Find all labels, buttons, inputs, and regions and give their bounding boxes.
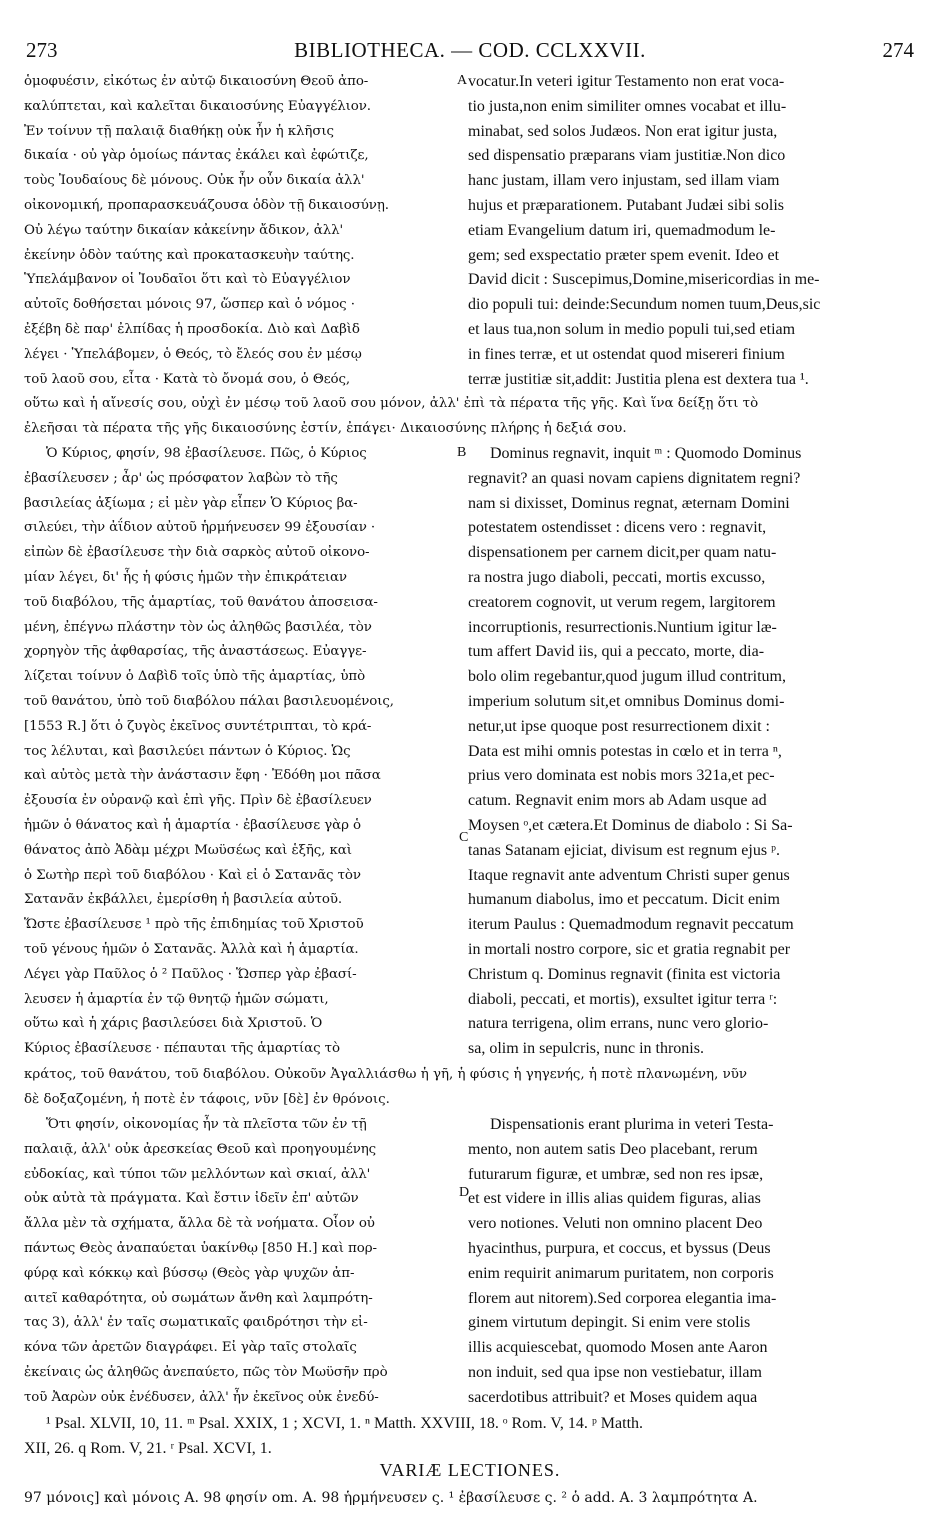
text-line: sed dispensatio præparans viam justitiæ.Non dico <box>468 147 786 165</box>
text-line: gem; sed exspectatio præter spem evenit. Ideo et <box>468 246 780 264</box>
latin-column-bottom <box>468 1113 920 1411</box>
text-line: vocatur.In veteri igitur Testamento non erat voca- <box>468 73 785 90</box>
text-line: ἐκείνην ὁδὸν ταύτης καὶ προκατασκευὴν ταύτης. <box>24 247 355 263</box>
text-line: diaboli, peccati, et mortis), exsultet igitur terra ʳ: <box>468 990 778 1008</box>
text-line: tum affert David iis, qui a peccato, morte, dia- <box>468 643 765 661</box>
page-header <box>26 38 914 66</box>
text-line: τοῦ λαοῦ σου, εἶτα · Κατὰ τὸ ὄνομά σου, ὁ Θεός, <box>24 371 351 387</box>
text-line: λίζεται τοίνυν ὁ Δαβὶδ τοῖς ὑπὸ τῆς ἁμαρτίας, ὑπὸ <box>24 669 366 685</box>
text-line: Σατανᾶν ἐκβάλλει, ἐμερίσθη ἡ βασιλεία αὐτοῦ. <box>24 892 343 908</box>
text-line: tanas Satanam ejiciat, divisum est regnum ejus ᵖ. <box>468 841 781 859</box>
text-line: hyacinthus, purpura, et coccus, et byssus (Deus <box>468 1239 771 1257</box>
text-line: δὲ δοξαζομένη, ἡ ποτὲ ἐν τάφοις, νῦν [δὲ] ἐν θρόνοις. <box>24 1091 390 1107</box>
text-line: futurarum figuræ, et umbræ, sed non res ipsæ, <box>468 1165 764 1183</box>
text-line: minabat, sed solos Judæos. Non erat igitur justa, <box>468 122 778 140</box>
greek-full-width-block-1 <box>24 392 920 442</box>
text-line: dio populi tui: deinde:Secundum nomen tuum,Deus,sic <box>468 296 821 314</box>
text-line: οὕτω καὶ ἡ αἴνεσίς σου, οὐχὶ ἐν μέσῳ τοῦ λαοῦ σου μόνον, ἀλλ' ἐπὶ τὰ πέρατα τῆς γῆς. Καὶ ἵνα δείξῃ ὅτι τὸ <box>24 396 759 411</box>
text-line: iterum Paulus : Quemadmodum regnavit peccatum <box>468 916 794 934</box>
text-line: hanc justam, illam vero injustam, sed illam viam <box>468 172 780 190</box>
text-line: enim requirit animarum puritatem, non corporis <box>468 1264 774 1282</box>
text-line: florem aut nitorem).Sed corporea elegantia ima- <box>468 1289 777 1307</box>
margin-marker-c: C <box>459 830 469 845</box>
text-line: et est videre in illis alias quidem figuras, alias <box>468 1190 761 1208</box>
text-line: incorruptionis, resurrectionis.Nuntium igitur læ- <box>468 618 777 636</box>
text-line: λέγει · Ὑπελάβομεν, ὁ Θεός, τὸ ἔλεός σου ἐν μέσῳ <box>24 346 362 362</box>
text-line: τοὺς Ἰουδαίους δὲ μόνους. Οὐκ ἦν οὖν δικαία ἀλλ' <box>24 173 365 189</box>
text-line: οὐκ αὐτὰ τὰ πράγματα. Καὶ ἔστιν ἰδεῖν ἐπ' αὐτῶν <box>24 1191 359 1207</box>
text-line: τος λέλυται, καὶ βασιλεύει πάντων ὁ Κύριος. Ὡς <box>24 743 351 759</box>
margin-marker-d: D <box>459 1185 470 1200</box>
text-line: tio justa,non enim similiter omnes vocabat et illu- <box>468 97 787 115</box>
text-line: αὐτοῖς δοθήσεται μόνοις 97, ὥσπερ καὶ ὁ νόμος · <box>24 297 355 313</box>
text-line: σιλεύει, τὴν ἀΐδιον αὐτοῦ ἡρμήνευσεν 99 ἐξουσίαν · <box>24 520 376 536</box>
text-line: χορηγὸν τῆς ἀφθαρσίας, τῆς ἀναστάσεως. Εὐαγγε- <box>24 644 367 660</box>
text-line: τοῦ γένους ἡμῶν ὁ Σατανᾶς. Ἀλλὰ καὶ ἡ ἁμαρτία. <box>24 941 359 957</box>
text-line: οἰκονομική, προπαρασκευάζουσα ὁδὸν τῇ δικαιοσύνῃ. <box>24 197 389 213</box>
text-line: Dispensationis erant plurima in veteri Testa- <box>490 1116 774 1133</box>
text-line: ἡμῶν ὁ θάνατος καὶ ἡ ἁμαρτία · ἐβασίλευσε γὰρ ὁ <box>24 817 361 833</box>
latin-column-middle <box>468 442 920 1062</box>
text-line: creatorem cognovit, ut verum regem, largitorem <box>468 593 776 611</box>
page-number-right: 274 <box>882 38 914 62</box>
text-line: παλαιᾷ, ἀλλ' οὐκ ἀρεσκείας Θεοῦ καὶ προηγουμένης <box>24 1141 377 1157</box>
text-line: nam si dixisset, Dominus regnat, æternam Domini <box>468 494 790 512</box>
text-line: Itaque regnavit ante adventum Christi super genus <box>468 866 790 884</box>
text-line: Ὑπελάμβανον οἱ Ἰουδαῖοι ὅτι καὶ τὸ Εὐαγγέλιον <box>24 272 351 288</box>
text-line: φύρᾳ καὶ κόκκῳ καὶ βύσσῳ (Θεὸς γὰρ ψυχῶν ἀπ- <box>24 1265 355 1281</box>
text-line: ἐξέβη δὲ παρ' ἐλπίδας ἡ προσδοκία. Διὸ καὶ Δαβὶδ <box>24 321 360 337</box>
text-line: vero notiones. Veluti non omnino placent Deo <box>468 1215 763 1233</box>
text-line: Κύριος ἐβασίλευσε · πέπαυται τῆς ἁμαρτίας τὸ <box>24 1041 340 1057</box>
variae-lectiones-title: VARIÆ LECTIONES. <box>379 1460 561 1480</box>
text-line: natura terrigena, olim errans, nunc vero glorio- <box>468 1015 769 1033</box>
text-line: potestatem ostendisset : dicens vero : regnavit, <box>468 519 767 537</box>
margin-marker-a: A <box>457 73 468 88</box>
text-line: terræ justitiæ sit,addit: Justitia plena est dextera tua ¹. <box>468 370 809 388</box>
text-line: ἐβασίλευσεν ; ἆρ' ὡς πρόσφατον λαβὼν τὸ τῆς <box>24 470 338 486</box>
text-line: bolo olim regebantur,quod jugum illud contritum, <box>468 668 786 686</box>
greek-full-width-block-2 <box>24 1063 920 1113</box>
text-line: Ὥστε ἐβασίλευσε ¹ πρὸ τῆς ἐπιδημίας τοῦ Χριστοῦ <box>24 917 364 933</box>
text-line: Dominus regnavit, inquit ᵐ : Quomodo Dominus <box>490 445 802 462</box>
text-line: etiam Evangelium datum iri, quemadmodum le- <box>468 221 776 239</box>
text-line: θάνατος ἀπὸ Ἀδὰμ μέχρι Μωϋσέως καὶ ἑξῆς, καὶ <box>24 842 352 858</box>
text-line: imperium solutum sit,et omnibus Dominus domi- <box>468 692 785 710</box>
text-line: hujus et præparationem. Putabant Judæi sibi solis <box>468 196 784 214</box>
text-line: netur,ut ipse quoque post resurrectionem dixit : <box>468 717 770 735</box>
text-line: prius vero dominata est nobis mors 321a,et pec- <box>468 767 775 785</box>
text-line: ἐξουσία ἐν οὐρανῷ καὶ ἐπὶ γῆς. Πρὶν δὲ ἐβασίλευεν <box>24 793 372 809</box>
text-line: mento, non autem satis Deo placebant, rerum <box>468 1140 758 1158</box>
text-line: Ὅτι φησίν, οἰκονομίας ἦν τὰ πλεῖστα τῶν ἐν τῇ <box>46 1117 367 1132</box>
text-line: βασιλείας ἀξίωμα ; εἰ μὲν γὰρ εἶπεν Ὁ Κύριος βα- <box>24 495 358 511</box>
text-line: ἐλεῆσαι τὰ πέρατα τῆς γῆς δικαιοσύνης ἐστίν, ἐπάγει· Δικαιοσύνης πλήρης ἡ δεξιά σου. <box>24 420 627 436</box>
text-line: ἐκείναις ὡς ἀληθῶς ἀνεπαύετο, πῶς τὸν Μωϋσῆν πρὸ <box>24 1364 388 1380</box>
text-line: in fines terræ, et ut ostendat quod misereri finium <box>468 345 785 363</box>
text-line: [1553 R.] ὅτι ὁ ζυγὸς ἐκεῖνος συντέτριπται, τὸ κρά- <box>24 718 372 734</box>
text-line: ¹ Psal. XLVII, 10, 11. ᵐ Psal. XXIX, 1 ; XCVI, 1. ⁿ Matth. XXVIII, 18. ᵒ Rom. V, 14. ᵖ Matth. <box>46 1415 644 1432</box>
text-line: sacerdotibus attribuit? et Moses quidem aqua <box>468 1388 758 1406</box>
text-line: καλύπτεται, καὶ καλεῖται δικαιοσύνης Εὐαγγέλιον. <box>24 98 371 114</box>
text-line: non induit, sed qua ipse non vestiebatur, illam <box>468 1363 762 1381</box>
greek-column-top <box>24 70 462 392</box>
text-line: regnavit? an quasi novam capiens dignitatem regni? <box>468 469 801 487</box>
latin-column-top <box>468 70 920 392</box>
text-line: sa, olim in sepulcris, nunc in thronis. <box>468 1040 704 1058</box>
text-line: catum. Regnavit enim mors ab Adam usque ad <box>468 792 767 810</box>
text-line: Ἐν τοίνυν τῇ παλαιᾷ διαθήκῃ οὐκ ἦν ἡ κλῆσις <box>24 123 334 139</box>
text-line: ὁ Σωτὴρ περὶ τοῦ διαβόλου · Καὶ εἰ ὁ Σατανᾶς τὸν <box>24 867 361 883</box>
text-line: Ὁ Κύριος, φησίν, 98 ἐβασίλευσε. Πῶς, ὁ Κύριος <box>46 446 367 461</box>
text-line: πάντως Θεὸς ἀναπαύεται ὑακίνθῳ [850 H.] καὶ πορ- <box>24 1240 377 1256</box>
text-line: Christum q. Dominus regnavit (finita est victoria <box>468 965 781 983</box>
variae-lectiones-text: 97 μόνοις] καὶ μόνοις A. 98 φησίν om. A. 98 ἡρμήνευσεν ς. ¹ ἐβασίλευσε ς. ² ὁ add. A. 3 λαμπρότητα A. <box>24 1490 758 1506</box>
text-line: τας 3), ἀλλ' ἐν ταῖς σωματικαῖς φαιδρότησι τὴν εἰ- <box>24 1315 368 1331</box>
text-line: et laus tua,non solum in medio populi tui,sed etiam <box>468 320 796 338</box>
text-line: οὕτω καὶ ἡ χάρις βασιλεύσει διὰ Χριστοῦ. Ὁ <box>24 1016 323 1032</box>
text-line: Λέγει γὰρ Παῦλος ὁ ² Παῦλος · Ὥσπερ γὰρ ἐβασί- <box>24 966 357 982</box>
text-line: Οὐ λέγω ταύτην δικαίαν κἀκείνην ἄδικον, ἀλλ' <box>24 222 344 238</box>
text-line: Data est mihi omnis potestas in cœlo et in terra ⁿ, <box>468 742 782 760</box>
page-number-left: 273 <box>26 38 58 62</box>
text-line: τοῦ θανάτου, ὑπὸ τοῦ διαβόλου πάλαι βασιλευομένοις, <box>24 693 394 709</box>
text-line: καὶ αὐτὸς μετὰ τὴν ἀνάστασιν ἔφη · Ἐδόθη μοι πᾶσα <box>24 768 381 784</box>
text-line: humanum diabolus, imo et peccatum. Dicit enim <box>468 891 780 909</box>
margin-marker-b: B <box>457 445 467 460</box>
text-line: εἰπὼν δὲ ἐβασίλευσε τὴν διὰ σαρκὸς αὐτοῦ οἰκονο- <box>24 545 370 561</box>
text-line: ὁμοφυέσιν, εἰκότως ἐν αὐτῷ δικαιοσύνη Θεοῦ ἀπο- <box>24 74 369 89</box>
text-line: David dicit : Suscepimus,Domine,misericordias in me- <box>468 271 820 289</box>
text-line: illis acquiescebat, quomodo Mosen ante Aaron <box>468 1339 768 1357</box>
text-line: δικαία · οὐ γὰρ ὁμοίως πάντας ἐκάλει καὶ ἐφώτιζε, <box>24 148 369 164</box>
text-line: ra nostra jugo diaboli, peccati, mortis excusso, <box>468 568 766 586</box>
footnotes <box>24 1410 920 1460</box>
text-line: εὐδοκίας, καὶ τύποι τῶν μελλόντων καὶ σκιαί, ἀλλ' <box>24 1166 371 1182</box>
text-line: μένη, ἐπέγνω πλάστην τὸν ὡς ἀληθῶς βασιλέα, τὸν <box>24 619 372 635</box>
running-title: BIBLIOTHECA. — COD. CCLXXVII. <box>294 38 646 62</box>
text-line: τοῦ διαβόλου, τῆς ἁμαρτίας, τοῦ θανάτου ἀποσεισα- <box>24 594 378 610</box>
text-line: μίαν λέγει, δι' ἧς ἡ φύσις ἡμῶν τὴν ἐπικράτειαν <box>24 569 347 585</box>
greek-column-bottom <box>24 1113 462 1411</box>
text-line: τοῦ Ἀαρὼν οὐκ ἐνέδυσεν, ἀλλ' ἦν ἐκεῖνος οὐκ ἐνεδύ- <box>24 1389 379 1405</box>
text-line: κόνα τῶν ἀρετῶν διαγράφει. Εἰ γὰρ ταῖς στολαῖς <box>24 1340 357 1356</box>
greek-column-middle <box>24 442 462 1062</box>
text-line: ginem virtutum depingit. Si enim vere stolis <box>468 1314 751 1332</box>
text-line: in mortali nostro corpore, sic et gratia regnabit per <box>468 940 791 958</box>
text-line: κράτος, τοῦ θανάτου, τοῦ διαβόλου. Οὐκοῦν Ἀγαλλιάσθω ἡ γῆ, ἡ φύσις ἡ γηγενής, ἡ ποτὲ πλανωμένη, νῦν <box>24 1067 748 1082</box>
text-line: αιτεῖ καθαρότητα, οὐ σωμάτων ἄνθη καὶ λαμπρότη- <box>24 1290 373 1306</box>
text-line: λευσεν ἡ ἁμαρτία ἐν τῷ θνητῷ ἡμῶν σώματι, <box>24 991 329 1007</box>
text-line: ἄλλα μὲν τὰ σχήματα, ἄλλα δὲ τὰ νοήματα. Οἷον οὐ <box>24 1216 375 1232</box>
text-line: Moysen ᵒ,et cætera.Et Dominus de diabolo : Si Sa- <box>468 816 793 834</box>
text-line: dispensationem per carnem dicit,per quam natu- <box>468 544 777 562</box>
text-line: XII, 26. q Rom. V, 21. ʳ Psal. XCVI, 1. <box>24 1439 272 1457</box>
